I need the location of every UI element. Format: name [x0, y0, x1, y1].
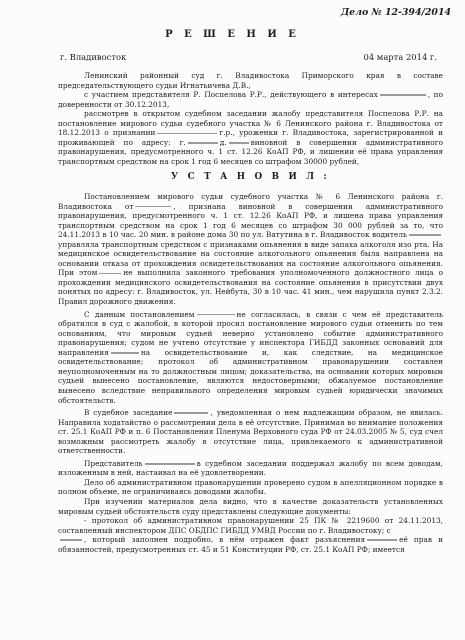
redaction-mark — [188, 142, 218, 144]
redaction-mark — [60, 539, 82, 541]
redaction-mark — [229, 142, 249, 144]
findings-paragraph-2: С данным постановлением не согласилась, в связи с чем её представитель обратился в суд с жалобой, в которой просил постановление мирового судьи отменить по тем основаниям, что мировым судьей неверно установлено событие административного правонарушения; судом не учтено отсутствие у инспектора ГИБДД законных оснований для направления на освидетельствование и, как следствие, на медицинское освидетельствование; протокол об административном правонарушении составлен неуполномоченным на то должностным лицом; доказательства, на основании которых мировым судьей вынесено постановление, являются недостоверными; обжалуемое постановление вынесено вследствие неправильного определения мировым судьей юридически значимых обстоятельств. — [58, 309, 443, 405]
city: г. Владивосток — [60, 52, 127, 62]
section-heading: У С Т А Н О В И Л : — [171, 172, 330, 183]
evidence-item-protocol: - протокол об административном правонарушении 25 ПК № 2219600 от 24.11.2013, составленный инспектором ДПС ОБДПС ГИБДД УМВД России по г. Владивостоку; с — [58, 516, 443, 535]
redaction-mark — [197, 314, 235, 316]
redaction-mark — [111, 352, 139, 354]
redaction-mark — [145, 463, 195, 465]
redaction-mark — [99, 273, 121, 275]
court-composition: Ленинский районный суд г. Владивостока Приморского края в составе председательствующего судьи Игнатьичева Д.В., — [58, 71, 443, 90]
document-body — [58, 71, 443, 554]
decision-date: 04 марта 2014 г. — [363, 52, 437, 62]
findings-paragraph-1: Постановлением мирового судьи судебного участка № 6 Ленинского района г. Владивостока от , признана виновной в совершении административного правонарушения, предусмотренного ч. 1 ст. 12.26 КоАП РФ, и лишена права управления транспортным средством на срок 1 год 6 месяцев со штрафом 30 000 рублей за то, что 24.11.2013 в 10 час. 20 мин. в районе дома 30 по ул. Ватутина в г. Владивосток водительуправляла транспортным средством с признаками опьянения в виде запаха алкоголя изо рта. На медицинское освидетельствование на состояние алкогольного опьянения была направлена на основании отказа от прохождения освидетельствования на состояние алкогольного опьянения. При этом не выполнила законного требования уполномоченного должностного лица о прохождении медицинского освидетельствования на состояние опьянения в присутствии двух понятых по адресу: г. Владивосток, ул. Нейбута, 30 в 10 час. 41 мин., чем нарушила пункт 2.3.2. Правил дорожного движения. — [58, 192, 443, 307]
redaction-mark — [135, 206, 171, 208]
case-number: Дело № 12-394/2014 — [340, 7, 451, 18]
redaction-mark — [157, 133, 217, 135]
findings-paragraph-4: Представитель в судебном заседании поддержал жалобу по всем доводам, изложенным в ней, настаивал на её удовлетворении. — [58, 458, 443, 478]
evidence-continuation: , который заполнен подробно, в нём отражен факт разъяснения её прав и обязанностей, предусмотренных ст. 45 и 51 Конституции РФ, ст. 25.1 КоАП РФ; имеется — [58, 535, 443, 554]
findings-paragraph-6: При изучении материалов дела видно, что в качестве доказательств установленных мировым судьей обстоятельств суду представлены следующие документы: — [58, 496, 443, 516]
review-paragraph: рассмотрев в открытом судебном заседании жалобу представителя Поспелова Р.Р. на постановление мирового судьи судебного участка № 6 Ленинского района г. Владивостока от 18.12.2013 о признании г.р., уроженки г. Владивостока, зарегистрированной и проживающей по адресу: г. д. виновной в совершении административного правонарушения, предусмотренного ч. 1 ст. 12.26 КоАП РФ, и лишении её права управления транспортным средством на срок 1 год 6 месяцев со штрафом 30000 рублей, — [58, 109, 443, 166]
representative-paragraph: с участием представителя Р. Поспелова Р.Р., действующего в интересах , по доверенности от 30.12.2013, — [58, 90, 443, 109]
redaction-mark — [380, 94, 426, 96]
redaction-mark — [174, 412, 208, 414]
document-title: Р Е Ш Е Н И Е — [165, 29, 300, 40]
place-date-line — [60, 52, 437, 62]
redaction-mark — [409, 234, 441, 236]
findings-paragraph-5: Дело об административном правонарушении проверено судом в апелляционном порядке в полном объеме, не ограничиваясь доводами жалобы. — [58, 477, 443, 497]
findings-paragraph-3: В судебное заседание , уведомленная о нем надлежащим образом, не явилась. Направила ходатайство о рассмотрении дела в её отсутствие. Принимая во внимание положения ст. 25.1 КоАП РФ и п. 6 Постановления Пленума Верховного суда РФ от 24.03.2005 № 5, суд счел возможным рассмотреть жалобу в отсутствие лица, привлекаемого к административной ответственности. — [58, 408, 443, 456]
redaction-mark — [367, 539, 397, 541]
